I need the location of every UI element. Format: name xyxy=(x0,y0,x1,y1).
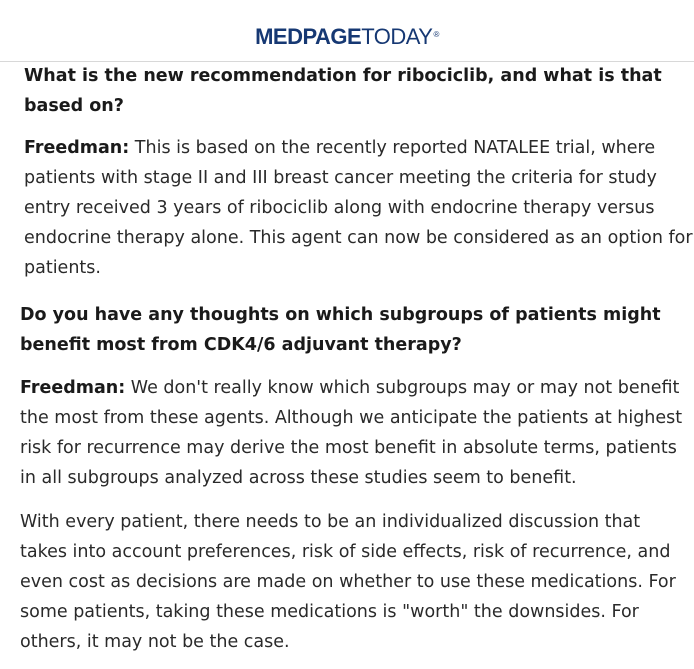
medpage-today-logo[interactable] xyxy=(0,25,694,49)
logo-registered-mark: ® xyxy=(433,30,439,39)
answer-line: in all subgroups analyzed across these studies seem to benefit. xyxy=(20,468,577,488)
answer-line: the most from these agents. Although we anticipate the patients at highest xyxy=(20,408,683,428)
logo-medpage-text: MEDPAGE xyxy=(255,24,362,49)
paragraph-line: With every patient, there needs to be an individualized discussion that xyxy=(20,512,641,532)
paragraph-individualized-discussion xyxy=(20,507,676,657)
site-header xyxy=(0,0,694,62)
answer-line: patients. xyxy=(24,258,101,278)
answer-line: Freedman: This is based on the recently reported NATALEE trial, where xyxy=(24,138,656,158)
question-subgroups-benefit xyxy=(20,300,661,360)
paragraph-line: takes into account preferences, risk of side effects, risk of recurrence, and xyxy=(20,542,671,562)
question-line: benefit most from CDK4/6 adjuvant therapy? xyxy=(20,335,462,355)
question-ribociclib-recommendation xyxy=(24,61,662,121)
answer-line: Freedman: We don't really know which subgroups may or may not benefit xyxy=(20,378,680,398)
answer-line: risk for recurrence may derive the most benefit in absolute terms, patients xyxy=(20,438,677,458)
speaker-name: Freedman: xyxy=(20,378,126,398)
answer-line: endocrine therapy alone. This agent can now be considered as an option for xyxy=(24,228,693,248)
paragraph-line: even cost as decisions are made on whether to use these medications. For xyxy=(20,572,676,592)
paragraph-line: others, it may not be the case. xyxy=(20,632,290,652)
question-line: Do you have any thoughts on which subgroups of patients might xyxy=(20,305,661,325)
answer-natalee-trial xyxy=(24,133,693,283)
speaker-name: Freedman: xyxy=(24,138,130,158)
answer-subgroups xyxy=(20,373,682,493)
paragraph-line: some patients, taking these medications is "worth" the downsides. For xyxy=(20,602,639,622)
answer-line: entry received 3 years of ribociclib along with endocrine therapy versus xyxy=(24,198,655,218)
logo-today-text: TODAY xyxy=(361,24,433,49)
question-line: based on? xyxy=(24,96,124,116)
question-line: What is the new recommendation for ribociclib, and what is that xyxy=(24,66,662,86)
answer-line: patients with stage II and III breast cancer meeting the criteria for study xyxy=(24,168,657,188)
